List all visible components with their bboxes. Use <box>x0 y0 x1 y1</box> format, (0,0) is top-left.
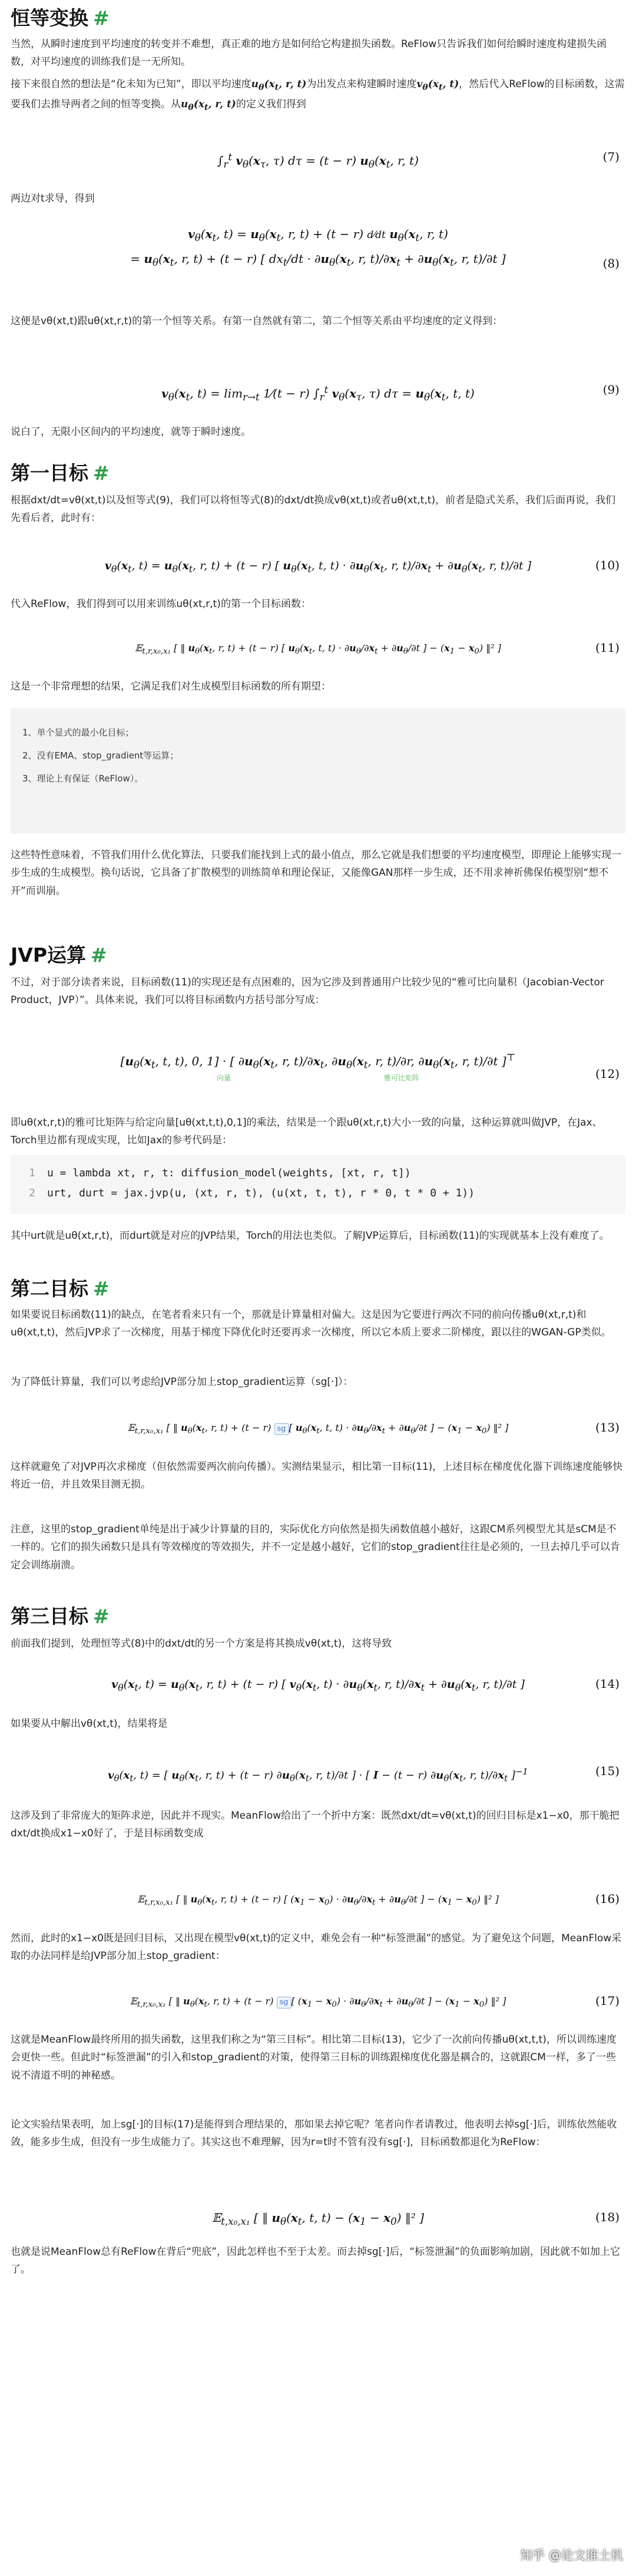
paragraph: 不过，对于部分读者来说，目标函数(11)的实现还是有点困难的，因为它涉及到普通用户比较少见的“雅可比向量积（Jacobian-Vector Product，JVP）”。具体来说，我们可以将目标函数内方括号部分写成： <box>11 977 604 1007</box>
equation-8: $v_\theta(x_t$, $t) = u_\theta(x_t$, r, t) + (t − r) d⁄dt $u_\theta(x_t$, r, t) = $u_\theta(x_t$, r, t) + (t − r) [ $dx_t/dt \cdot \partial u_\theta(x_t$, r, $t)/\partial x_t + \partial u_\theta(x_t$, r, t)/∂t ] (8) <box>11 223 625 305</box>
equation-number: (10) <box>595 558 620 573</box>
equation-number: (7) <box>602 150 620 164</box>
equation-15: $v_\theta(x_t$, t) = [ $u_\theta(x_t$, r, t) + (t − r) $\partial u_\theta(x_t$, r, t)/∂t ] · [ I − (t − r) $\partial u_\theta(x_t$, r, $t)/\partial x_t$ ]$^{-1}$ (15) <box>11 1742 625 1801</box>
list-item: 2、没有EMA、stop_gradient等运算； <box>22 750 179 761</box>
anchor-link[interactable]: # <box>93 1605 110 1628</box>
brace-label-jacobian: 雅可比矩阵 <box>384 1073 420 1082</box>
paragraph: 即uθ(xt,r,t)的雅可比矩阵与给定向量[uθ(xt,t,t),0,1]的乘法，结果是一个跟uθ(xt,r,t)大小一致的向量，这种运算就叫做JVP，在Jax、Torch里边都有现成实现，比如Jax的参考代码是： <box>11 1117 602 1147</box>
equation-12: [$u_\theta(x_t$, t, t), 0, 1] · [ $\partial u_\theta(x_t$, r, $t)/\partial x_t$, $\partial u_\theta(x_t$, r, t)/∂r, $\partial u_\theta(x_t$, r, t)/∂t ]⊤ 向量 雅可比矩阵 (12) <box>11 1042 625 1107</box>
paragraph: 前面我们提到，处理恒等式(8)中的dxt/dt的另一个方案是将其换成vθ(xt,t)，这将导致 <box>11 1638 392 1650</box>
list-item: 3、理论上有保证（ReFlow）。 <box>22 773 144 784</box>
section-heading-third-objective <box>11 1604 625 1630</box>
paragraph: 这便是vθ(xt,t)跟uθ(xt,r,t)的第一个恒等关系。有第一自然就有第二，第二个恒等关系由平均速度的定义得到： <box>11 315 503 327</box>
anchor-link[interactable]: # <box>93 461 110 484</box>
equation-10: $v_\theta(x_t$, $t) = u_\theta(x_t$, r, t) + (t − r) [ $u_\theta(x_t$, t, $t) \cdot \partial u_\theta(x_t$, r, $t)/\partial x_t + \partial u_\theta(x_t$, r, t)/∂t ] (10) <box>11 542 625 589</box>
paragraph: 也就是说MeanFlow总有ReFlow在背后“兜底”，因此怎样也不至于太差。而去掉sg[·]后，“标签泄漏”的负面影响加剧，因此就不如加上它了。 <box>11 2246 620 2276</box>
paragraph: 然而，此时的x1−x0既是回归目标，又出现在模型vθ(xt,t)的定义中，难免会有一种“标签泄漏”的感觉。为了避免这个问题，MeanFlow采取的办法同样是给JVP部分加上stop_gradient： <box>11 1932 622 1962</box>
equation-number: (14) <box>595 1677 620 1691</box>
equation-18: 𝔼$_{t,x_0,x_1}$ [ ‖ $u_\theta(x_t$, t, $t) - (x_1 - x_0)$ ‖² ] (18) <box>11 2197 625 2238</box>
equation-number: (12) <box>595 1067 620 1081</box>
brace-label-vector: 向量 <box>216 1073 231 1082</box>
section-title: 第一目标 <box>11 461 88 484</box>
equation-13: 𝔼$_{t,r,x_0,x_1}$ [ ‖ $u_\theta(x_t$, r, t) + (t − r) sg [ $u_\theta(x_t$, t, $t) \cdot \partial u_\theta/\partial x_t + \partial u_\theta/\partial t$ ] − $(x_1 - x_0)$ ‖² ] (13) <box>11 1403 625 1453</box>
anchor-link[interactable]: # <box>93 6 110 29</box>
paragraph: 接下来很自然的想法是“化未知为已知”，即以平均速度$u_\theta(x_t$, r, t)为出发点来构建瞬时速度$v_\theta(x_t$, t)，然后代入ReFlow的目标函数，这需要我们去推导两者之间的恒等变换。从$u_\theta(x_t$, r, t)的定义我们得到 <box>11 78 625 112</box>
section-heading-identity <box>11 6 625 31</box>
paragraph: 说白了，无限小区间内的平均速度，就等于瞬时速度。 <box>11 426 251 438</box>
section-heading-second-objective <box>11 1277 625 1302</box>
code-line <box>19 1163 617 1183</box>
equation-number: (17) <box>595 1994 620 2008</box>
text: 接下来很自然的想法是“化未知为已知”，即以平均速度 <box>11 78 251 90</box>
text: ，然后代入ReFlow的目标函数，这需要我们去推导两者之间的恒等变换。从 <box>11 78 625 110</box>
code-text: urt, durt = jax.jvp(u, (xt, r, t), (u(xt, t, t), r * 0, t * 0 + 1)) <box>47 1187 475 1200</box>
section-heading-jvp <box>11 943 625 968</box>
paragraph: 如果要说目标函数(11)的缺点，在笔者看来只有一个，那就是计算量相对偏大。这是因为它要进行两次不同的前向传播uθ(xt,r,t)和uθ(xt,t,t)，然后JVP求了一次梯度，用基于梯度下降优化时还要再求一次梯度，所以它本质上要求二阶梯度，跟以往的WGAN-GP类似。 <box>11 1309 611 1339</box>
paragraph: 两边对t求导，得到 <box>11 193 95 205</box>
paragraph: 这涉及到了非常庞大的矩阵求逆，因此并不现实。MeanFlow给出了一个折中方案：既然dxt/dt=vθ(xt,t)的回归目标是x1−x0，那干脆把dxt/dt换成x1−x0好了，于是目标函数变成 <box>11 1810 620 1840</box>
paragraph: 其中urt就是uθ(xt,r,t)，而durt就是对应的JVP结果，Torch的用法也类似。了解JVP运算后，目标函数(11)的实现就基本上没有难度了。 <box>11 1230 610 1242</box>
equation-number: (15) <box>595 1764 620 1779</box>
paragraph: 论文实验结果表明，加上sg[·]的目标(17)是能得到合理结果的，那如果去掉它呢？笔者向作者请教过，他表明去掉sg[·]后，训练依然能收敛，能多步生成，但没有一步生成能力了。其实这也不难理解，因为r=t时不管有没有sg[·]，目标函数都退化为ReFlow： <box>11 2119 617 2149</box>
equation-number: (16) <box>595 1892 620 1907</box>
paragraph: 这是一个非常理想的结果，它满足我们对生成模型目标函数的所有期望： <box>11 681 331 692</box>
equation-number: (8) <box>602 256 620 271</box>
equation-14: $v_\theta(x_t$, $t) = u_\theta(x_t$, r, t) + (t − r) [ $v_\theta(x_t$, $t) \cdot \partial u_\theta(x_t$, r, $t)/\partial x_t + \partial u_\theta(x_t$, r, t)/∂t ] (14) <box>11 1660 625 1709</box>
equation-9: $v_\theta(x_t$, $t) = \lim_{r\to t}$ 1⁄(t − r) $\int_r^t$ $v_\theta(x_\tau$, τ) $d\tau = u_\theta(x_t$, t, t) (9) <box>11 364 625 416</box>
equation-number: (11) <box>595 641 620 655</box>
section-title: 第二目标 <box>11 1277 88 1300</box>
paragraph: 这就是MeanFlow最终所用的损失函数，这里我们称之为“第三目标”。相比第二目标(13)，它少了一次前向传播uθ(xt,t,t)，所以训练速度会更快一些。但此时“标签泄漏”的引入和stop_gradient的对策，使得第三目标的训练跟梯度优化器是耦合的，这就跟CM一样，多了一些说不清道不明的神秘感。 <box>11 2034 617 2082</box>
section-heading-first-objective <box>11 461 625 486</box>
paragraph: 当然，从瞬时速度到平均速度的转变并不难想，真正难的地方是如何给它构建损失函数。ReFlow只告诉我们如何给瞬时速度构建损失函数，对平均速度的训练我们是一无所知。 <box>11 38 607 68</box>
equation-11: 𝔼$_{t,r,x_0,x_1}$ [ ‖ $u_\theta(x_t$, r, t) + (t − r) [ $u_\theta(x_t$, t, $t) \cdot \partial u_\theta/\partial x_t + \partial u_\theta/\partial t$ ] − $(x_1 - x_0)$ ‖² ] (11) <box>11 625 625 672</box>
line-number: 1 <box>29 1167 35 1179</box>
equation-number: (13) <box>595 1420 620 1435</box>
anchor-link[interactable]: # <box>91 944 107 967</box>
paragraph: 为了降低计算量，我们可以考虑给JVP部分加上stop_gradient运算（sg[·]）： <box>11 1376 353 1388</box>
line-number: 2 <box>29 1187 35 1200</box>
watermark: 知乎 @论文推土机 <box>520 2548 623 2562</box>
list-item: 1、单个显式的最小化目标； <box>22 727 134 738</box>
equation-17: 𝔼$_{t,r,x_0,x_1}$ [ ‖ $u_\theta(x_t$, r, t) + (t − r) sg [ $(x_1 - x_0) \cdot \partial u_\theta/\partial x_t + \partial u_\theta/\partial t$ ] − $(x_1 - x_0)$ ‖² ] (17) <box>11 1977 625 2026</box>
paragraph: 注意，这里的stop_gradient单纯是出于减少计算量的目的，实际优化方向依然是损失函数值越小越好，这跟CM系列模型尤其是sCM是不一样的。它们的损失函数只是具有等效梯度的等效损失，并不一定是越小越好，它们的stop_gradient往往是必须的，一旦去掉几乎可以肯定会训练崩溃。 <box>11 1523 620 1571</box>
equation-number: (18) <box>595 2210 620 2225</box>
paragraph: 代入ReFlow，我们得到可以用来训练uθ(xt,r,t)的第一个目标函数： <box>11 598 311 610</box>
code-text: u = lambda xt, r, t: diffusion_model(weights, [xt, r, t]) <box>47 1167 411 1179</box>
text: 的定义我们得到 <box>236 98 306 110</box>
section-title: 恒等变换 <box>11 6 88 29</box>
stop-gradient-badge: sg <box>277 1997 292 2008</box>
equation-7: $\int_r^t$ $v_\theta(x_\tau$, τ) dτ = (t − r) $u_\theta(x_t$, r, t) (7) <box>11 131 625 184</box>
code-line <box>19 1183 617 1203</box>
equation-16: 𝔼$_{t,r,x_0,x_1}$ [ ‖ $u_\theta(x_t$, r, t) + (t − r) [ $(x_1 - x_0) \cdot \partial u_\theta/\partial x_t + \partial u_\theta/\partial t$ ] − $(x_1 - x_0)$ ‖² ] (16) <box>11 1875 625 1924</box>
paragraph: 这些特性意味着，不管我们用什么优化算法，只要我们能找到上式的最小值点，那么它就是我们想要的平均速度模型，即理论上能够实现一步生成的生成模型。换句话说，它具备了扩散模型的训练简单和理论保证，又能像GAN那样一步生成，还不用求神祈佛保佑模型别“想不开”而训崩。 <box>11 849 621 897</box>
equation-number: (9) <box>602 382 620 397</box>
paragraph: 如果要从中解出vθ(xt,t)，结果将是 <box>11 1718 168 1730</box>
anchor-link[interactable]: # <box>93 1277 110 1300</box>
stop-gradient-badge: sg <box>274 1423 289 1435</box>
requirements-list <box>11 708 625 833</box>
code-block[interactable] <box>11 1155 625 1214</box>
section-title: JVP运算 <box>11 944 87 967</box>
text: 为出发点来构建瞬时速度 <box>306 78 417 90</box>
paragraph: 根据dxt/dt=vθ(xt,t)以及恒等式(9)，我们可以将恒等式(8)的dxt/dt换成vθ(xt,t)或者uθ(xt,t,t)，前者是隐式关系，我们后面再说，我们先看后者，此时有： <box>11 494 616 525</box>
section-title: 第三目标 <box>11 1605 88 1628</box>
paragraph: 这样就避免了对JVP再次求梯度（但依然需要两次前向传播）。实测结果显示，相比第一目标(11)，上述目标在梯度优化器下训练速度能够快将近一倍，并且效果目测无损。 <box>11 1461 623 1491</box>
